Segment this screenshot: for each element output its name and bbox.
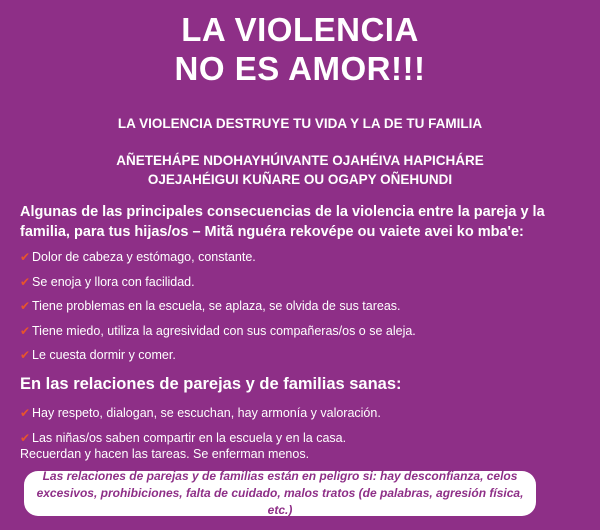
subtitle: LA VIOLENCIA DESTRUYE TU VIDA Y LA DE TU FAMILIA <box>117 116 483 131</box>
check-icon: ✔ <box>20 299 31 313</box>
list-item <box>20 249 590 265</box>
list-item <box>20 323 590 339</box>
title-line-2: NO ES AMOR!!! <box>174 50 426 87</box>
consequences-intro <box>20 202 590 242</box>
guarani-line-1: AÑETEHÁPE NDOHAYHÚIVANTE OJAHÉIVA HAPICHÁRE <box>116 153 484 168</box>
list-item <box>20 430 590 462</box>
list-item-text: Las niñas/os saben compartir en la escuela y en la casa. <box>32 431 347 445</box>
warning-line-2: excesivos, prohibiciones, falta de cuidado, malos tratos (de palabras, agresión física, etc.) <box>36 486 524 517</box>
guarani-subtitle <box>0 151 600 189</box>
healthy-list <box>20 405 590 471</box>
list-item <box>20 405 590 421</box>
list-item-text: Se enoja y llora con facilidad. <box>32 274 195 289</box>
consequences-list <box>20 249 590 372</box>
list-item-text: Tiene problemas en la escuela, se aplaza, se olvida de sus tareas. <box>32 299 401 313</box>
guarani-line-2: OJEJAHÉIGUI KUÑARE OU OGAPY OÑEHUNDI <box>147 172 453 187</box>
list-item <box>20 347 590 363</box>
list-item-text: Le cuesta dormir y comer. <box>32 348 176 362</box>
intro-line-1: Algunas de las principales consecuencias de la violencia entre la pareja y la <box>20 204 545 220</box>
title-line-1: LA VIOLENCIA <box>181 11 419 48</box>
warning-box <box>24 471 536 516</box>
healthy-relationships-heading: En las relaciones de parejas y de familias sanas: <box>20 375 402 393</box>
check-icon: ✔ <box>20 274 31 289</box>
intro-line-2: familia, para tus hijas/os – Mitã nguéra rekovépe ou vaiete avei ko mba'e: <box>20 224 524 240</box>
list-item-text: Hay respeto, dialogan, se escuchan, hay armonía y valoración. <box>32 406 381 420</box>
list-item <box>20 298 590 314</box>
check-icon: ✔ <box>20 406 31 420</box>
check-icon: ✔ <box>20 323 31 338</box>
check-icon: ✔ <box>20 250 31 264</box>
warning-line-1: Las relaciones de parejas y de familias están en peligro si: hay desconfianza, celos <box>42 469 518 483</box>
list-item-continuation: Recuerdan y hacen las tareas. Se enferman menos. <box>20 447 310 461</box>
list-item-text: Tiene miedo, utiliza la agresividad con sus compañeras/os o se aleja. <box>32 323 416 338</box>
check-icon: ✔ <box>20 431 31 445</box>
list-item <box>20 274 590 290</box>
check-icon: ✔ <box>20 348 31 362</box>
list-item-text: Dolor de cabeza y estómago, constante. <box>32 250 256 264</box>
main-title <box>0 10 600 88</box>
